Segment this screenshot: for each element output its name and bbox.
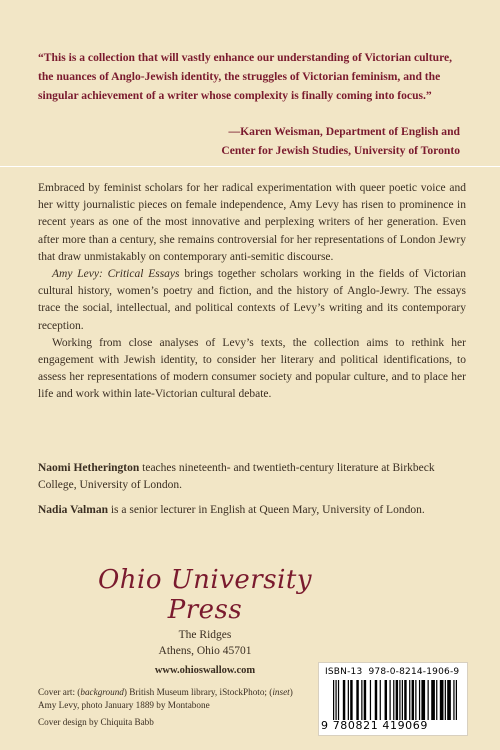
cover-art-end: ) Amy Levy, photo January 1889 by Montabone: [38, 687, 293, 710]
barcode-bar: [399, 680, 400, 720]
editor-bio-1: [38, 460, 468, 494]
barcode-bar: [338, 680, 339, 720]
barcode-bar: [370, 680, 371, 720]
book-title: Amy Levy: Critical Essays: [52, 268, 180, 281]
barcode-bar: [428, 680, 429, 720]
endorsement-attribution: [160, 122, 460, 160]
cover-credits: [38, 686, 308, 729]
publisher-address: [90, 627, 320, 659]
barcode-bar: [445, 680, 446, 720]
editor-bios: [38, 460, 468, 528]
editor-2-name: Nadia Valman: [38, 504, 108, 517]
barcode-bar: [385, 680, 387, 720]
barcode-bar: [393, 680, 394, 720]
barcode-bar: [409, 680, 410, 720]
publisher-block: [90, 565, 320, 676]
barcode-bar: [447, 680, 451, 720]
barcode-bar: [415, 680, 416, 720]
barcode-bar: [456, 680, 457, 720]
barcode-bar: [361, 680, 362, 720]
barcode-bar: [431, 680, 435, 720]
cover-design-credit: Cover design by Chiquita Babb: [38, 717, 154, 727]
barcode-bar: [335, 680, 336, 720]
editor-2-text: is a senior lecturer in English at Queen Mary, University of London.: [107, 504, 425, 517]
description-paragraph-1: Embraced by feminist scholars for her radical experimentation with queer poetic voice and her witty journalistic pieces on female independence, Amy Levy has risen to prominence in recent years as one of the most innovative and perplexing writers of her generation. Even after more than a century, she remains controversial for her representations of London Jewry that draw unmistakably on contemporary anti-semitic discourse.: [38, 182, 466, 263]
cover-art-credit: [38, 686, 308, 712]
barcode-bar: [333, 680, 334, 720]
isbn-barcode: [318, 662, 468, 736]
address-line-2: Athens, Ohio 45701: [158, 645, 252, 657]
barcode-bar: [375, 680, 377, 720]
barcode-bar: [364, 680, 366, 720]
cover-art-prefix: Cover art: (: [38, 687, 81, 697]
barcode-bar: [412, 680, 414, 720]
description-paragraph-2: [38, 266, 466, 335]
isbn-label: [325, 667, 461, 677]
barcode-bars: [333, 680, 457, 720]
barcode-bar: [343, 680, 345, 720]
barcode-digits: 9 780821 419069: [321, 719, 428, 732]
barcode-bar: [350, 680, 352, 720]
cover-art-mid: ) British Museum library, iStockPhoto; (: [123, 687, 273, 697]
barcode-bar: [440, 680, 444, 720]
barcode-bar: [402, 680, 403, 720]
barcode-bar: [348, 680, 349, 720]
barcode-bar: [453, 680, 454, 720]
attribution-line-1: —Karen Weisman, Department of English and: [228, 125, 460, 138]
cover-art-inset-label: inset: [272, 687, 290, 697]
isbn-number: 978-0-8214-1906-9: [368, 667, 460, 677]
attribution-line-2: Center for Jewish Studies, University of Toronto: [221, 144, 460, 157]
editor-bio-2: [38, 502, 468, 519]
description-paragraph-2-text: brings together scholars working in the fields of Victorian cultural history, women’s poetry and fiction, and the history of Anglo-Jewry. The essays trace the social, intellectual, and political contexts of Levy’s writing and its contemporary reception.: [38, 268, 466, 332]
barcode-bar: [419, 680, 420, 720]
barcode-bar: [380, 680, 381, 720]
description-paragraph-3: Working from close analyses of Levy’s texts, the collection aims to rethink her engagement with Jewish identity, to consider her literary and political identifications, to assess her representations of modern consumer society and popular culture, and to place her life and work within late-Victorian cultural debate.: [38, 336, 466, 401]
barcode-bar: [404, 680, 406, 720]
editor-1-text: teaches nineteenth- and twentieth-century literature at Birkbeck College, University of London.: [38, 462, 435, 492]
barcode-bar: [356, 680, 358, 720]
cover-art-background-label: background: [80, 687, 124, 697]
address-line-1: The Ridges: [178, 629, 232, 641]
barcode-bar: [421, 680, 425, 720]
barcode-bar: [396, 680, 398, 720]
section-divider: [0, 166, 500, 167]
isbn-prefix: ISBN-13: [325, 667, 363, 677]
publisher-logo: Ohio University Press: [97, 565, 313, 625]
editor-1-name: Naomi Hetherington: [38, 462, 140, 474]
barcode-bar: [436, 680, 437, 720]
publisher-url: www.ohioswallow.com: [154, 665, 256, 676]
barcode-bar: [389, 680, 390, 720]
book-description: [38, 180, 466, 404]
endorsement-quote: “This is a collection that will vastly enhance our understanding of Victorian culture, the nuances of Anglo-Jewish identity, the struggles of Victorian feminism, and the singular achievement of a writer whose complexity is finally coming into focus.”: [38, 51, 453, 102]
